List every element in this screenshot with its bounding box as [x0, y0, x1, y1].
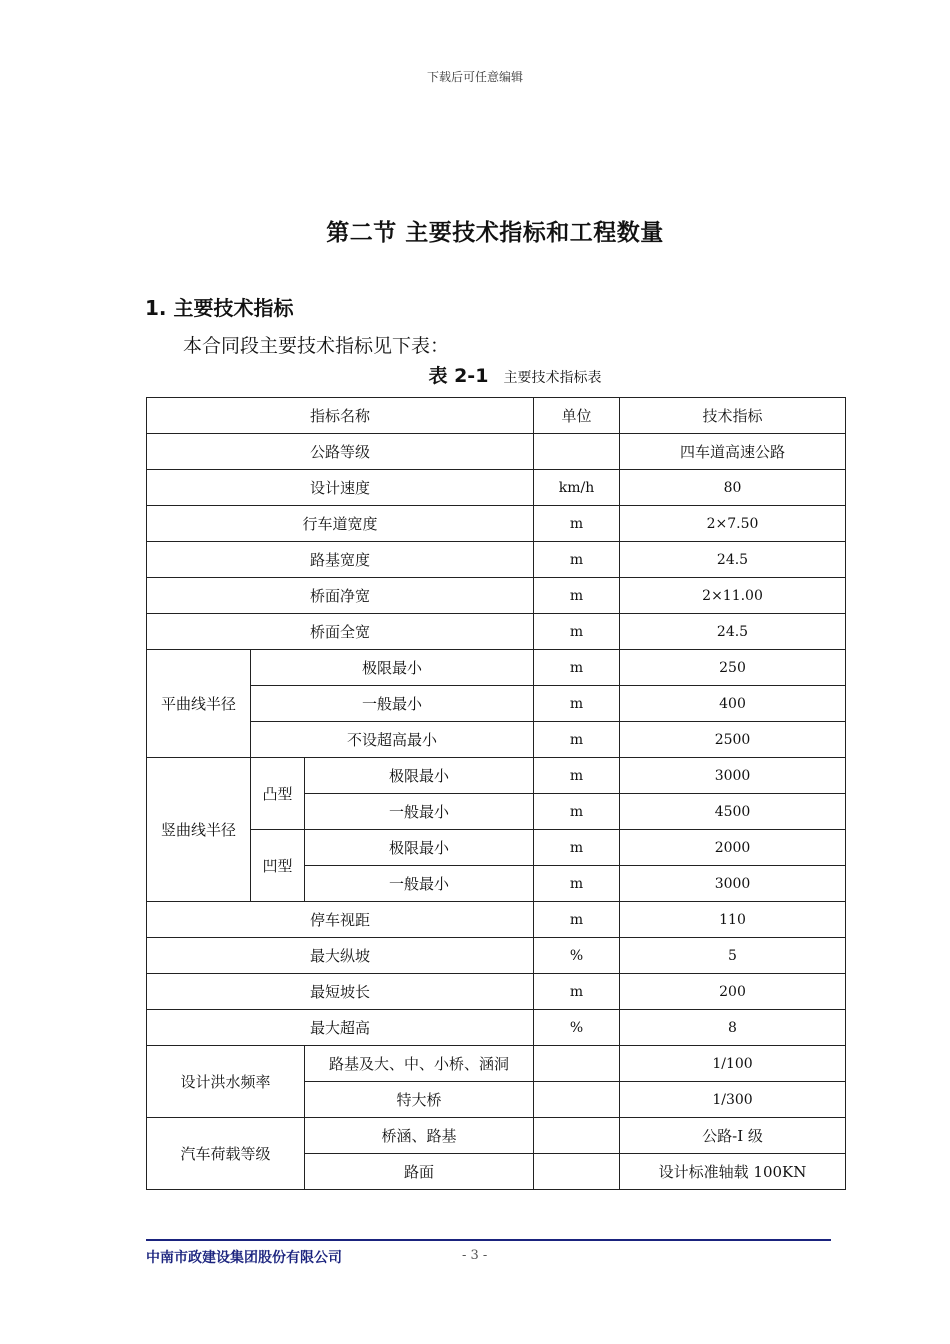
row-unit: m	[534, 902, 620, 938]
table-row	[147, 506, 846, 542]
table-row	[147, 470, 846, 506]
row-name: 路基宽度	[147, 542, 534, 578]
subheading: 1. 主要技术指标	[145, 296, 294, 320]
row-unit	[534, 1046, 620, 1082]
row-name: 路基及大、中、小桥、涵洞	[305, 1046, 534, 1082]
group-label: 竖曲线半径	[147, 758, 251, 902]
row-value: 2000	[620, 830, 846, 866]
row-unit: m	[534, 722, 620, 758]
download-note: 下载后可任意编辑	[426, 70, 523, 84]
row-value: 3000	[620, 758, 846, 794]
table-row	[147, 542, 846, 578]
table-row	[147, 902, 846, 938]
header-cell: 单位	[534, 398, 620, 434]
table-row	[147, 758, 846, 794]
row-name: 特大桥	[305, 1082, 534, 1118]
row-value: 8	[620, 1010, 846, 1046]
table-row	[147, 1046, 846, 1082]
row-unit: m	[534, 614, 620, 650]
table-row	[147, 1010, 846, 1046]
row-value: 2500	[620, 722, 846, 758]
row-unit	[534, 1118, 620, 1154]
table-header-row	[147, 398, 846, 434]
row-name: 不设超高最小	[251, 722, 534, 758]
header-cell: 技术指标	[620, 398, 846, 434]
row-value: 250	[620, 650, 846, 686]
row-value: 设计标准轴载 100KN	[620, 1154, 846, 1190]
row-unit: m	[534, 686, 620, 722]
row-value: 4500	[620, 794, 846, 830]
row-value: 5	[620, 938, 846, 974]
row-unit: m	[534, 650, 620, 686]
table-row	[147, 1118, 846, 1154]
footer-divider	[146, 1239, 831, 1241]
footer-company: 中南市政建设集团股份有限公司	[146, 1250, 342, 1266]
row-value: 3000	[620, 866, 846, 902]
row-name: 行车道宽度	[147, 506, 534, 542]
row-value: 2×7.50	[620, 506, 846, 542]
row-unit: %	[534, 1010, 620, 1046]
row-name: 最短坡长	[147, 974, 534, 1010]
subgroup-label: 凸型	[251, 758, 305, 830]
row-unit: m	[534, 506, 620, 542]
row-unit: m	[534, 794, 620, 830]
row-name: 极限最小	[305, 830, 534, 866]
group-label: 平曲线半径	[147, 650, 251, 758]
row-value: 24.5	[620, 614, 846, 650]
row-unit: %	[534, 938, 620, 974]
table-row	[147, 830, 846, 866]
row-name: 最大超高	[147, 1010, 534, 1046]
row-value: 24.5	[620, 542, 846, 578]
row-name: 设计速度	[147, 470, 534, 506]
row-name: 一般最小	[305, 794, 534, 830]
spec-table	[146, 397, 846, 1190]
row-unit: m	[534, 866, 620, 902]
group-label: 汽车荷载等级	[147, 1118, 305, 1190]
row-name: 路面	[305, 1154, 534, 1190]
row-value: 公路-Ⅰ 级	[620, 1118, 846, 1154]
row-unit: km/h	[534, 470, 620, 506]
row-value: 110	[620, 902, 846, 938]
row-value: 2×11.00	[620, 578, 846, 614]
row-name: 公路等级	[147, 434, 534, 470]
row-value: 200	[620, 974, 846, 1010]
row-value: 四车道高速公路	[620, 434, 846, 470]
row-unit	[534, 1154, 620, 1190]
row-name: 一般最小	[251, 686, 534, 722]
caption-number: 表 2-1	[428, 365, 489, 387]
group-label: 设计洪水频率	[147, 1046, 305, 1118]
row-name: 最大纵坡	[147, 938, 534, 974]
row-unit: m	[534, 758, 620, 794]
table-row	[147, 686, 846, 722]
row-value: 400	[620, 686, 846, 722]
row-unit: m	[534, 578, 620, 614]
row-name: 桥面净宽	[147, 578, 534, 614]
table-row	[147, 650, 846, 686]
page-number: - 3 -	[462, 1248, 488, 1263]
table-row	[147, 434, 846, 470]
row-value: 1/100	[620, 1046, 846, 1082]
table-row	[147, 722, 846, 758]
row-name: 桥面全宽	[147, 614, 534, 650]
row-name: 停车视距	[147, 902, 534, 938]
table-caption	[0, 361, 950, 388]
row-value: 1/300	[620, 1082, 846, 1118]
row-unit: m	[534, 542, 620, 578]
row-unit	[534, 434, 620, 470]
row-unit: m	[534, 830, 620, 866]
row-name: 极限最小	[251, 650, 534, 686]
intro-paragraph: 本合同段主要技术指标见下表：	[183, 335, 450, 357]
row-unit	[534, 1082, 620, 1118]
table-row	[147, 938, 846, 974]
row-name: 桥涵、路基	[305, 1118, 534, 1154]
row-unit: m	[534, 974, 620, 1010]
table-row	[147, 578, 846, 614]
row-name: 极限最小	[305, 758, 534, 794]
row-value: 80	[620, 470, 846, 506]
section-title: 第二节 主要技术指标和工程数量	[326, 220, 664, 246]
row-name: 一般最小	[305, 866, 534, 902]
header-cell: 指标名称	[147, 398, 534, 434]
caption-name: 主要技术指标表	[503, 370, 602, 386]
table-row	[147, 614, 846, 650]
table-row	[147, 974, 846, 1010]
subgroup-label: 凹型	[251, 830, 305, 902]
